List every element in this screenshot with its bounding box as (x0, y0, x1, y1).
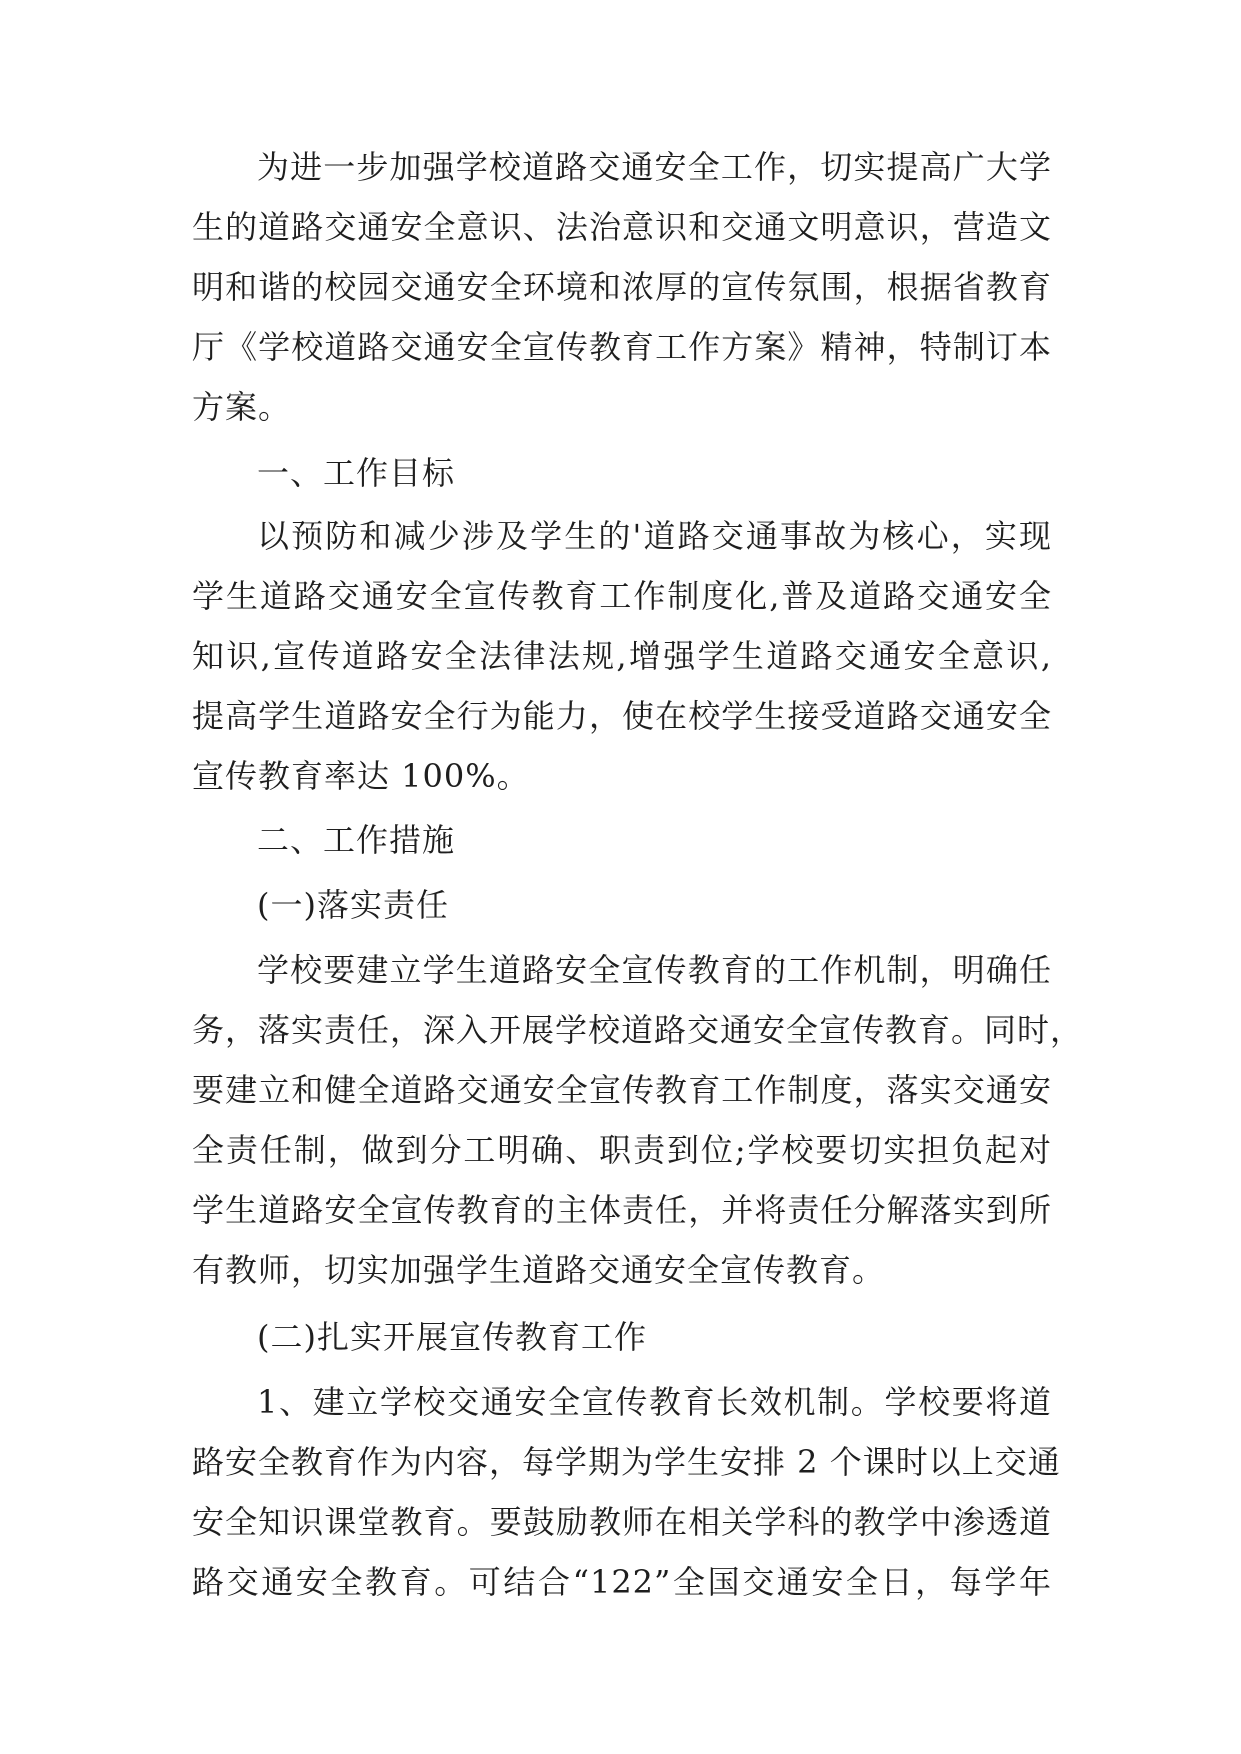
subsection-heading: (一)落实责任 (257, 886, 449, 924)
text-line: 生的道路交通安全意识、法治意识和交通文明意识，营造文 (192, 208, 1052, 246)
text-line: 学校要建立学生道路安全宣传教育的工作机制，明确任 (257, 951, 1052, 989)
text-line: 路交通安全教育。可结合“122”全国交通安全日，每学年 (192, 1563, 1052, 1601)
text-line: 学生道路安全宣传教育的主体责任，并将责任分解落实到所 (192, 1191, 1052, 1229)
text-line: 方案。 (192, 388, 292, 426)
text-line: 宣传教育率达 100%。 (192, 757, 530, 795)
text-line: 明和谐的校园交通安全环境和浓厚的宣传氛围，根据省教育 (192, 268, 1052, 306)
text-line: 务，落实责任，深入开展学校道路交通安全宣传教育。同时， (192, 1011, 1084, 1049)
text-line: 知识,宣传道路安全法律法规,增强学生道路交通安全意识, (192, 637, 1052, 675)
subsection-heading: (二)扎实开展宣传教育工作 (257, 1318, 647, 1356)
text-line: 有教师，切实加强学生道路交通安全宣传教育。 (192, 1251, 886, 1289)
section-heading: 一、工作目标 (257, 454, 456, 492)
text-line: 1、建立学校交通安全宣传教育长效机制。学校要将道 (257, 1383, 1052, 1421)
text-line: 路安全教育作为内容，每学期为学生安排 2 个课时以上交通 (192, 1443, 1061, 1481)
text-line: 全责任制，做到分工明确、职责到位;学校要切实担负起对 (192, 1131, 1052, 1169)
text-line: 为进一步加强学校道路交通安全工作，切实提高广大学 (257, 148, 1052, 186)
text-line: 安全知识课堂教育。要鼓励教师在相关学科的教学中渗透道 (192, 1503, 1052, 1541)
section-heading: 二、工作措施 (257, 821, 456, 859)
text-line: 厅《学校道路交通安全宣传教育工作方案》精神，特制订本 (192, 328, 1052, 366)
text-line: 提高学生道路安全行为能力，使在校学生接受道路交通安全 (192, 697, 1052, 735)
text-line: 学生道路交通安全宣传教育工作制度化,普及道路交通安全 (192, 577, 1052, 615)
text-line: 要建立和健全道路交通安全宣传教育工作制度，落实交通安 (192, 1071, 1052, 1109)
text-line: 以预防和减少涉及学生的'道路交通事故为核心，实现 (257, 517, 1052, 555)
